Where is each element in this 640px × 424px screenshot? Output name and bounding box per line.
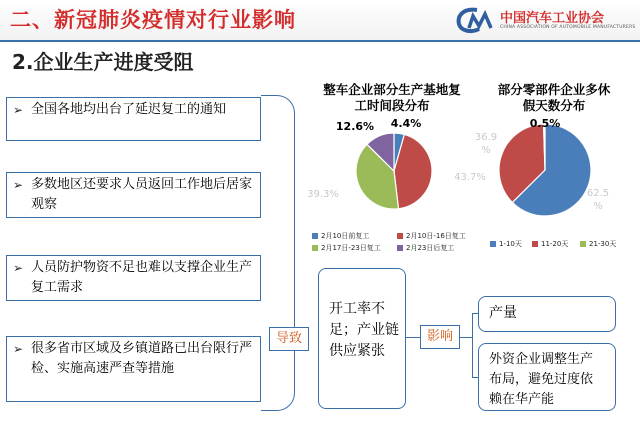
legend-item: [312, 231, 369, 241]
data-label: 36.9 %: [474, 132, 498, 156]
legend-item: [397, 243, 454, 253]
page-title: 二、新冠肺炎疫情对行业影响: [10, 8, 296, 32]
bullet-text: 多数地区还要求人员返回工作地后居家观察: [31, 177, 253, 212]
legend-label: 2月10日-16日复工: [406, 232, 466, 240]
effect-box-layout: 外资企业调整生产布局，避免过度依赖在华产能: [478, 343, 616, 411]
legend-swatch: [532, 241, 538, 247]
legend-item: [490, 239, 522, 249]
data-label: 43.7%: [454, 172, 486, 183]
data-label: 12.6%: [335, 120, 375, 133]
legend-swatch: [580, 241, 586, 247]
legend-swatch: [312, 233, 318, 239]
legend-item: [397, 231, 466, 241]
legend-label: 2月17日-23日复工: [321, 244, 381, 252]
legend-label: 21-30天: [589, 240, 617, 248]
chart-title-vehicle: 整车企业部分生产基地复工时间段分布: [323, 82, 461, 113]
bullet-text: 人员防护物资不足也难以支撑企业生产复工需求: [31, 260, 253, 295]
legend-label: 11-20天: [541, 240, 569, 248]
bullet-text: 很多省市区域及乡镇道路已出台限行严检、实施高速严查等措施: [31, 341, 253, 376]
legend-swatch: [490, 241, 496, 247]
legend-label: 2月10日前复工: [321, 232, 370, 240]
legend-item: [312, 243, 381, 253]
data-label: 4.4%: [390, 117, 422, 130]
logo-name-cn: 中国汽车工业协会: [500, 11, 605, 26]
legend-item: [580, 239, 616, 249]
legend-label: 1-10天: [499, 240, 522, 248]
bullet-text: 全国各地均出台了延迟复工的通知: [31, 102, 227, 117]
tag-effect: 影响: [420, 325, 460, 349]
legend-vehicle: [312, 231, 502, 253]
legend-swatch: [312, 245, 318, 251]
section-title: 2.企业生产进度受阻: [12, 50, 194, 74]
legend-parts: [490, 239, 630, 251]
legend-swatch: [397, 233, 403, 239]
effect-box-output: 产量: [478, 296, 616, 332]
bullet-arrow-icon: ➢: [13, 103, 24, 117]
cause-box: 开工率不足；产业链供应紧张: [318, 268, 406, 409]
data-label: 39.3%: [307, 189, 339, 200]
legend-swatch: [397, 245, 403, 251]
data-label: 62.5 %: [586, 188, 610, 212]
legend-label: 2月23日后复工: [406, 244, 455, 252]
tag-cause: 导致: [269, 327, 309, 351]
bullet-arrow-icon: ➢: [13, 342, 24, 356]
data-label: 0.5%: [529, 117, 561, 130]
bullet-arrow-icon: ➢: [13, 261, 24, 275]
logo-name-en: CHINA ASSOCIATION OF AUTOMOBILE MANUFACTURERS: [500, 25, 636, 30]
legend-item: [532, 239, 568, 249]
bullet-arrow-icon: ➢: [13, 178, 24, 192]
chart-title-parts: 部分零部件企业多休假天数分布: [497, 82, 611, 113]
